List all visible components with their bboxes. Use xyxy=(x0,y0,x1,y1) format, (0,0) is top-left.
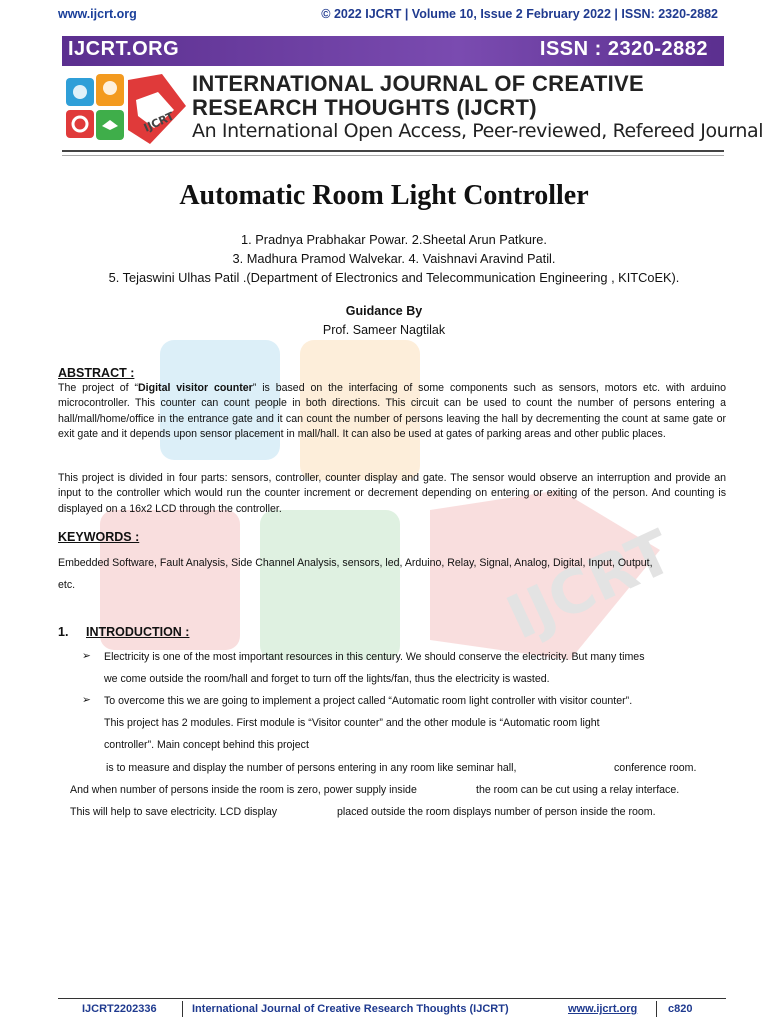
keywords-heading: KEYWORDS : xyxy=(58,530,140,544)
intro-number: 1. xyxy=(58,625,69,639)
footer-website-link[interactable]: www.ijcrt.org xyxy=(568,1003,638,1015)
keywords-line-2: etc. xyxy=(58,579,76,591)
abstract-text-rest: ” is based on the interfacing of some components such as sensors, motors etc. with arduino microcontroller. This counter can count people in both directions. This circuit can be used to count the number of persons entering a hall/mall/home/office in the entrance gate and it can count the number of persons leaving the hall by decrementing the count at same gate or exit gate and it depends upon sensor placement in mall/hall. It can also be used at gates of parking areas and other public places. xyxy=(58,382,726,440)
keywords-line-1: Embedded Software, Fault Analysis, Side Channel Analysis, sensors, led, Arduino, Relay, Signal, Analog, Digital, Input, Output, xyxy=(58,557,653,569)
banner-site: IJCRT.ORG xyxy=(68,38,180,60)
bullet-arrow-icon: ➢ xyxy=(82,694,91,706)
journal-title-line2: RESEARCH THOUGHTS (IJCRT) xyxy=(192,95,537,120)
author-line-3: 5. Tejaswini Ulhas Patil .(Department of Electronics and Telecommunication Engineering , KITCoEK). xyxy=(108,270,680,285)
guidance-heading: Guidance By xyxy=(345,304,423,318)
intro-line-5a: And when number of persons inside the room is zero, power supply inside xyxy=(70,784,417,796)
issue-citation: © 2022 IJCRT | Volume 10, Issue 2 February 2022 | ISSN: 2320-2882 xyxy=(321,7,718,21)
footer-page-number: c820 xyxy=(668,1003,693,1015)
intro-line-6a: This will help to save electricity. LCD display xyxy=(70,806,278,818)
abstract-paragraph-2: This project is divided in four parts: sensors, controller, counter display and gate. The sensor would observe an interruption and provide an input to the controller which would run the counter increment or decrement depending on entering or exiting of the person. And counting is displayed on a 16x2 LCD through the controller. xyxy=(58,472,726,515)
guide-name: Prof. Sameer Nagtilak xyxy=(322,323,446,337)
intro-bullet-1-line-2: we come outside the room/hall and forget to turn off the lights/fan, thus the electricity is wasted. xyxy=(104,673,550,685)
logo-red-tile xyxy=(66,110,94,138)
guidance-block xyxy=(0,302,768,340)
author-list xyxy=(40,230,748,287)
intro-bullet-1-line-1: Electricity is one of the most important resources in this century. We should conserve the electricity. But many times xyxy=(104,651,645,663)
footer-paper-id: IJCRT2202336 xyxy=(82,1003,157,1015)
journal-banner xyxy=(62,36,724,66)
intro-bullet-2-line-1: To overcome this we are going to implement a project called “Automatic room light controller with visitor counter”. xyxy=(104,695,633,707)
intro-bullet-2-line-3: controller”. Main concept behind this project xyxy=(104,739,309,751)
svg-text:IJCRT: IJCRT xyxy=(496,516,684,654)
banner-issn: ISSN : 2320-2882 xyxy=(539,38,708,60)
bullet-arrow-icon: ➢ xyxy=(82,650,91,662)
abstract-paragraph-1 xyxy=(58,381,726,442)
footer-separator xyxy=(182,1001,183,1017)
ijcrt-logo xyxy=(62,70,190,150)
abstract-project-name: Digital visitor counter xyxy=(138,382,253,394)
header-divider-thin xyxy=(62,155,724,156)
journal-title xyxy=(192,72,732,120)
footer-journal-name: International Journal of Creative Research Thoughts (IJCRT) xyxy=(192,1003,509,1015)
intro-bullet-2-line-2: This project has 2 modules. First module is “Visitor counter” and the other module is “Automatic room light xyxy=(104,717,600,729)
intro-heading: INTRODUCTION : xyxy=(86,625,190,639)
abstract-text-prefix: The project of “ xyxy=(58,382,139,394)
intro-line-6b: placed outside the room displays number of person inside the room. xyxy=(337,806,656,818)
svg-text:IJCRT: IJCRT xyxy=(141,109,177,135)
author-line-1: 1. Pradnya Prabhakar Powar. 2.Sheetal Arun Patkure. xyxy=(241,232,547,247)
header-divider xyxy=(62,150,724,152)
author-line-2: 3. Madhura Pramod Walvekar. 4. Vaishnavi Aravind Patil. xyxy=(232,251,556,266)
page-footer xyxy=(58,998,726,1021)
footer-separator xyxy=(656,1001,657,1017)
journal-subtitle: An International Open Access, Peer-reviewed, Refereed Journal xyxy=(192,120,764,142)
top-citation-line xyxy=(58,7,718,25)
journal-title-line1: INTERNATIONAL JOURNAL OF CREATIVE xyxy=(192,71,644,96)
intro-line-4b: conference room. xyxy=(614,762,697,774)
paper-title: Automatic Room Light Controller xyxy=(179,180,589,211)
website-link[interactable]: www.ijcrt.org xyxy=(58,7,137,21)
intro-line-5b: the room can be cut using a relay interface. xyxy=(476,784,680,796)
abstract-heading: ABSTRACT : xyxy=(58,366,135,380)
intro-line-4a: is to measure and display the number of persons entering in any room like seminar hall, xyxy=(106,762,517,774)
